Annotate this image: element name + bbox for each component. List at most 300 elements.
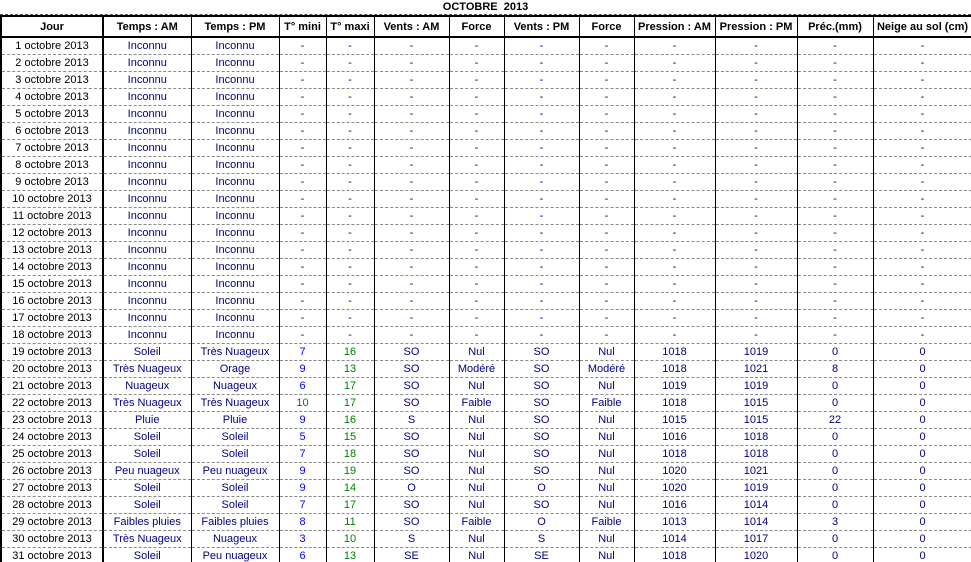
cell-neige-au-sol-cm: - [873,174,971,191]
cell-jour: 16 octobre 2013 [1,293,103,310]
cell-pression-pm: - [715,157,797,174]
table-row [1,174,971,191]
cell-pression-pm: - [715,55,797,72]
cell-precipitation-mm: 0 [797,531,873,548]
cell-temp-mini: 7 [279,497,326,514]
cell-vents-am: - [374,259,449,276]
cell-pression-am: - [634,293,715,310]
cell-precipitation-mm: - [797,310,873,327]
cell-pression-pm: 1019 [715,378,797,395]
table-row [1,497,971,514]
cell-temps-am: Faibles pluies [103,514,191,531]
cell-pression-pm: 1017 [715,531,797,548]
col-header-force-pm: Force [579,16,634,37]
cell-temp-maxi: 16 [326,344,374,361]
cell-temps-am: Inconnu [103,174,191,191]
cell-pression-pm: 1014 [715,497,797,514]
table-row [1,412,971,429]
cell-temps-am: Inconnu [103,225,191,242]
cell-force-am: Nul [449,497,504,514]
cell-temp-mini: 9 [279,361,326,378]
cell-force-am: - [449,174,504,191]
col-header-temp-mini: T° mini [279,16,326,37]
cell-pression-am: - [634,208,715,225]
cell-pression-am: 1018 [634,548,715,562]
cell-temps-pm: Inconnu [191,55,279,72]
cell-pression-am: - [634,225,715,242]
cell-temp-maxi: 17 [326,378,374,395]
cell-pression-am: 1013 [634,514,715,531]
cell-pression-pm: - [715,72,797,89]
cell-vents-pm: SO [504,446,579,463]
cell-pression-pm: - [715,259,797,276]
cell-temps-am: Soleil [103,446,191,463]
cell-temp-maxi: - [326,259,374,276]
cell-force-am: Nul [449,412,504,429]
cell-neige-au-sol-cm: - [873,293,971,310]
cell-temps-am: Inconnu [103,310,191,327]
cell-neige-au-sol-cm: - [873,157,971,174]
cell-neige-au-sol-cm: 0 [873,497,971,514]
cell-pression-pm: - [715,106,797,123]
cell-neige-au-sol-cm: - [873,37,971,55]
table-row [1,327,971,344]
cell-temp-maxi: - [326,191,374,208]
col-header-vents-pm: Vents : PM [504,16,579,37]
cell-force-pm: - [579,123,634,140]
cell-vents-am: - [374,191,449,208]
cell-vents-am: - [374,72,449,89]
cell-vents-pm: SO [504,412,579,429]
cell-vents-pm: SO [504,429,579,446]
cell-neige-au-sol-cm: - [873,259,971,276]
cell-force-am: - [449,276,504,293]
cell-vents-am: - [374,157,449,174]
cell-precipitation-mm: - [797,72,873,89]
cell-jour: 19 octobre 2013 [1,344,103,361]
cell-vents-pm: SE [504,548,579,562]
cell-jour: 3 octobre 2013 [1,72,103,89]
cell-force-pm: - [579,225,634,242]
cell-jour: 27 octobre 2013 [1,480,103,497]
cell-force-am: - [449,208,504,225]
cell-neige-au-sol-cm: - [873,89,971,106]
cell-neige-au-sol-cm: 0 [873,531,971,548]
cell-neige-au-sol-cm: 0 [873,395,971,412]
month-title: OCTOBRE 2013 [0,0,971,15]
cell-temps-pm: Inconnu [191,242,279,259]
cell-precipitation-mm: - [797,191,873,208]
cell-precipitation-mm: - [797,157,873,174]
cell-pression-am: - [634,37,715,55]
cell-neige-au-sol-cm: - [873,242,971,259]
cell-pression-am: - [634,157,715,174]
table-row [1,378,971,395]
cell-temps-pm: Nuageux [191,378,279,395]
cell-vents-pm: - [504,123,579,140]
cell-precipitation-mm: - [797,174,873,191]
cell-precipitation-mm: - [797,89,873,106]
cell-force-pm: Nul [579,378,634,395]
cell-vents-am: - [374,310,449,327]
cell-pression-am: 1016 [634,429,715,446]
cell-temp-mini: - [279,293,326,310]
cell-force-pm: - [579,72,634,89]
cell-temps-pm: Inconnu [191,37,279,55]
cell-temp-maxi: - [326,276,374,293]
cell-neige-au-sol-cm: - [873,327,971,344]
cell-pression-pm: - [715,208,797,225]
cell-jour: 29 octobre 2013 [1,514,103,531]
cell-neige-au-sol-cm: - [873,191,971,208]
cell-pression-pm: 1015 [715,412,797,429]
cell-temps-pm: Inconnu [191,259,279,276]
cell-temp-maxi: 17 [326,395,374,412]
cell-vents-pm: - [504,259,579,276]
cell-vents-am: SO [374,429,449,446]
cell-pression-am: 1018 [634,446,715,463]
table-row [1,55,971,72]
cell-temp-mini: - [279,310,326,327]
cell-force-pm: - [579,310,634,327]
cell-temp-maxi: - [326,55,374,72]
cell-jour: 14 octobre 2013 [1,259,103,276]
cell-temp-mini: - [279,37,326,55]
cell-temps-am: Soleil [103,497,191,514]
cell-force-pm: - [579,37,634,55]
cell-precipitation-mm: - [797,55,873,72]
table-body [1,37,971,562]
cell-precipitation-mm: - [797,37,873,55]
cell-precipitation-mm: 22 [797,412,873,429]
cell-temps-am: Inconnu [103,37,191,55]
table-row [1,293,971,310]
cell-temp-mini: - [279,123,326,140]
cell-vents-am: - [374,37,449,55]
cell-pression-pm: - [715,310,797,327]
cell-neige-au-sol-cm: 0 [873,378,971,395]
cell-force-am: - [449,242,504,259]
cell-force-pm: Nul [579,344,634,361]
cell-neige-au-sol-cm: - [873,140,971,157]
cell-vents-am: SO [374,361,449,378]
cell-temps-am: Inconnu [103,140,191,157]
cell-temp-maxi: - [326,242,374,259]
cell-force-pm: - [579,259,634,276]
cell-pression-pm: - [715,37,797,55]
cell-force-am: - [449,55,504,72]
cell-neige-au-sol-cm: - [873,310,971,327]
cell-jour: 11 octobre 2013 [1,208,103,225]
cell-neige-au-sol-cm: 0 [873,412,971,429]
cell-neige-au-sol-cm: - [873,55,971,72]
cell-temp-maxi: - [326,208,374,225]
table-row [1,395,971,412]
cell-force-am: - [449,259,504,276]
cell-pression-am: 1014 [634,531,715,548]
cell-force-pm: Nul [579,446,634,463]
cell-precipitation-mm: - [797,140,873,157]
cell-neige-au-sol-cm: 0 [873,361,971,378]
cell-force-pm: - [579,55,634,72]
cell-vents-am: O [374,480,449,497]
cell-neige-au-sol-cm: - [873,276,971,293]
cell-temps-am: Très Nuageux [103,531,191,548]
cell-temp-mini: - [279,55,326,72]
cell-vents-pm: SO [504,344,579,361]
table-row [1,514,971,531]
cell-temps-am: Inconnu [103,157,191,174]
cell-vents-am: - [374,293,449,310]
cell-jour: 8 octobre 2013 [1,157,103,174]
cell-temp-mini: - [279,242,326,259]
cell-temps-am: Très Nuageux [103,395,191,412]
cell-neige-au-sol-cm: 0 [873,514,971,531]
cell-pression-pm: - [715,276,797,293]
cell-vents-pm: - [504,140,579,157]
cell-vents-am: SO [374,497,449,514]
cell-temps-am: Soleil [103,429,191,446]
cell-vents-am: S [374,412,449,429]
cell-jour: 24 octobre 2013 [1,429,103,446]
cell-temps-am: Inconnu [103,123,191,140]
cell-force-pm: - [579,293,634,310]
cell-temp-maxi: 11 [326,514,374,531]
cell-pression-am: - [634,259,715,276]
cell-pression-am: 1020 [634,480,715,497]
cell-force-pm: Nul [579,497,634,514]
cell-pression-pm: - [715,225,797,242]
cell-temp-maxi: 16 [326,412,374,429]
cell-vents-pm: - [504,191,579,208]
col-header-temp-maxi: T° maxi [326,16,374,37]
cell-jour: 31 octobre 2013 [1,548,103,562]
cell-temps-pm: Faibles pluies [191,514,279,531]
cell-temp-maxi: 13 [326,548,374,562]
cell-temp-maxi: - [326,310,374,327]
cell-force-am: Modéré [449,361,504,378]
cell-temps-pm: Inconnu [191,293,279,310]
cell-vents-pm: - [504,37,579,55]
cell-temp-maxi: - [326,293,374,310]
col-header-pression-am: Pression : AM [634,16,715,37]
cell-pression-pm: 1015 [715,395,797,412]
cell-vents-am: - [374,208,449,225]
table-row [1,242,971,259]
table-row [1,548,971,562]
cell-vents-am: SO [374,395,449,412]
cell-jour: 12 octobre 2013 [1,225,103,242]
cell-temp-mini: 5 [279,429,326,446]
cell-vents-pm: - [504,55,579,72]
cell-temps-pm: Inconnu [191,208,279,225]
cell-pression-pm: - [715,174,797,191]
cell-temp-maxi: - [326,89,374,106]
cell-force-pm: Nul [579,480,634,497]
cell-force-am: Nul [449,344,504,361]
table-row [1,225,971,242]
cell-precipitation-mm: - [797,327,873,344]
cell-vents-pm: O [504,480,579,497]
cell-temps-pm: Inconnu [191,327,279,344]
cell-pression-am: 1019 [634,378,715,395]
col-header-temps-am: Temps : AM [103,16,191,37]
cell-pression-pm: - [715,140,797,157]
table-row [1,361,971,378]
cell-pression-pm: - [715,123,797,140]
cell-temp-maxi: 18 [326,446,374,463]
cell-temp-maxi: - [326,123,374,140]
cell-temps-am: Inconnu [103,89,191,106]
cell-temps-am: Inconnu [103,208,191,225]
cell-temp-mini: - [279,106,326,123]
cell-temps-pm: Inconnu [191,106,279,123]
cell-force-am: - [449,293,504,310]
cell-pression-am: - [634,327,715,344]
cell-temps-pm: Inconnu [191,225,279,242]
cell-temps-am: Inconnu [103,242,191,259]
cell-pression-am: 1015 [634,412,715,429]
cell-jour: 10 octobre 2013 [1,191,103,208]
cell-temp-mini: - [279,276,326,293]
cell-precipitation-mm: 0 [797,378,873,395]
cell-vents-am: SO [374,344,449,361]
cell-pression-am: 1016 [634,497,715,514]
cell-vents-am: SO [374,463,449,480]
cell-vents-am: - [374,89,449,106]
table-row [1,191,971,208]
cell-temps-am: Inconnu [103,72,191,89]
cell-force-am: Nul [449,531,504,548]
cell-precipitation-mm: 0 [797,480,873,497]
cell-precipitation-mm: - [797,106,873,123]
cell-pression-am: 1020 [634,463,715,480]
cell-vents-pm: - [504,208,579,225]
cell-vents-am: - [374,123,449,140]
cell-temps-pm: Inconnu [191,310,279,327]
cell-temps-pm: Nuageux [191,531,279,548]
cell-temp-mini: 6 [279,378,326,395]
cell-vents-pm: - [504,310,579,327]
cell-temp-mini: - [279,259,326,276]
cell-jour: 18 octobre 2013 [1,327,103,344]
table-row [1,89,971,106]
cell-vents-am: - [374,174,449,191]
table-row [1,310,971,327]
cell-force-pm: Faible [579,514,634,531]
cell-pression-am: 1018 [634,361,715,378]
cell-precipitation-mm: 3 [797,514,873,531]
cell-jour: 20 octobre 2013 [1,361,103,378]
cell-pression-am: - [634,89,715,106]
cell-precipitation-mm: 8 [797,361,873,378]
cell-pression-pm: 1018 [715,429,797,446]
cell-temps-am: Peu nuageux [103,463,191,480]
table-row [1,446,971,463]
cell-jour: 9 octobre 2013 [1,174,103,191]
cell-pression-pm: 1021 [715,463,797,480]
cell-pression-am: - [634,242,715,259]
cell-precipitation-mm: - [797,293,873,310]
cell-temps-am: Inconnu [103,191,191,208]
table-row [1,106,971,123]
cell-vents-pm: - [504,276,579,293]
table-row [1,463,971,480]
col-header-pression-pm: Pression : PM [715,16,797,37]
cell-pression-am: - [634,191,715,208]
cell-vents-pm: - [504,174,579,191]
cell-temp-mini: - [279,225,326,242]
cell-precipitation-mm: 0 [797,463,873,480]
cell-vents-am: - [374,140,449,157]
cell-precipitation-mm: 0 [797,429,873,446]
cell-temp-maxi: 15 [326,429,374,446]
col-header-vents-am: Vents : AM [374,16,449,37]
cell-jour: 23 octobre 2013 [1,412,103,429]
cell-temp-mini: - [279,89,326,106]
cell-force-pm: - [579,208,634,225]
cell-temp-maxi: - [326,225,374,242]
cell-precipitation-mm: 0 [797,548,873,562]
cell-vents-am: - [374,55,449,72]
cell-temps-pm: Inconnu [191,276,279,293]
cell-jour: 22 octobre 2013 [1,395,103,412]
cell-vents-am: SO [374,446,449,463]
cell-jour: 5 octobre 2013 [1,106,103,123]
cell-pression-am: - [634,106,715,123]
cell-jour: 30 octobre 2013 [1,531,103,548]
cell-force-am: - [449,157,504,174]
cell-force-pm: Nul [579,463,634,480]
cell-pression-pm: 1019 [715,344,797,361]
cell-jour: 15 octobre 2013 [1,276,103,293]
cell-temps-pm: Très Nuageux [191,395,279,412]
cell-vents-pm: - [504,327,579,344]
cell-temp-maxi: 19 [326,463,374,480]
cell-precipitation-mm: - [797,276,873,293]
cell-force-am: Nul [449,378,504,395]
cell-temps-am: Soleil [103,344,191,361]
cell-temp-mini: - [279,191,326,208]
cell-force-pm: - [579,191,634,208]
cell-temps-pm: Très Nuageux [191,344,279,361]
cell-vents-am: SE [374,548,449,562]
cell-force-am: - [449,310,504,327]
cell-temp-mini: 10 [279,395,326,412]
cell-neige-au-sol-cm: 0 [873,344,971,361]
cell-temp-mini: 9 [279,412,326,429]
cell-temps-am: Inconnu [103,276,191,293]
cell-temp-maxi: 17 [326,497,374,514]
cell-temp-maxi: 13 [326,361,374,378]
cell-pression-am: 1018 [634,344,715,361]
cell-vents-am: - [374,106,449,123]
cell-force-am: - [449,106,504,123]
cell-temp-maxi: - [326,72,374,89]
cell-force-am: Faible [449,395,504,412]
cell-temp-maxi: - [326,106,374,123]
cell-pression-pm: - [715,191,797,208]
table-header-row [1,16,971,37]
table-row [1,480,971,497]
cell-temps-am: Inconnu [103,259,191,276]
cell-jour: 2 octobre 2013 [1,55,103,72]
cell-force-am: - [449,72,504,89]
cell-force-am: - [449,225,504,242]
cell-vents-am: - [374,225,449,242]
cell-vents-pm: O [504,514,579,531]
cell-jour: 17 octobre 2013 [1,310,103,327]
